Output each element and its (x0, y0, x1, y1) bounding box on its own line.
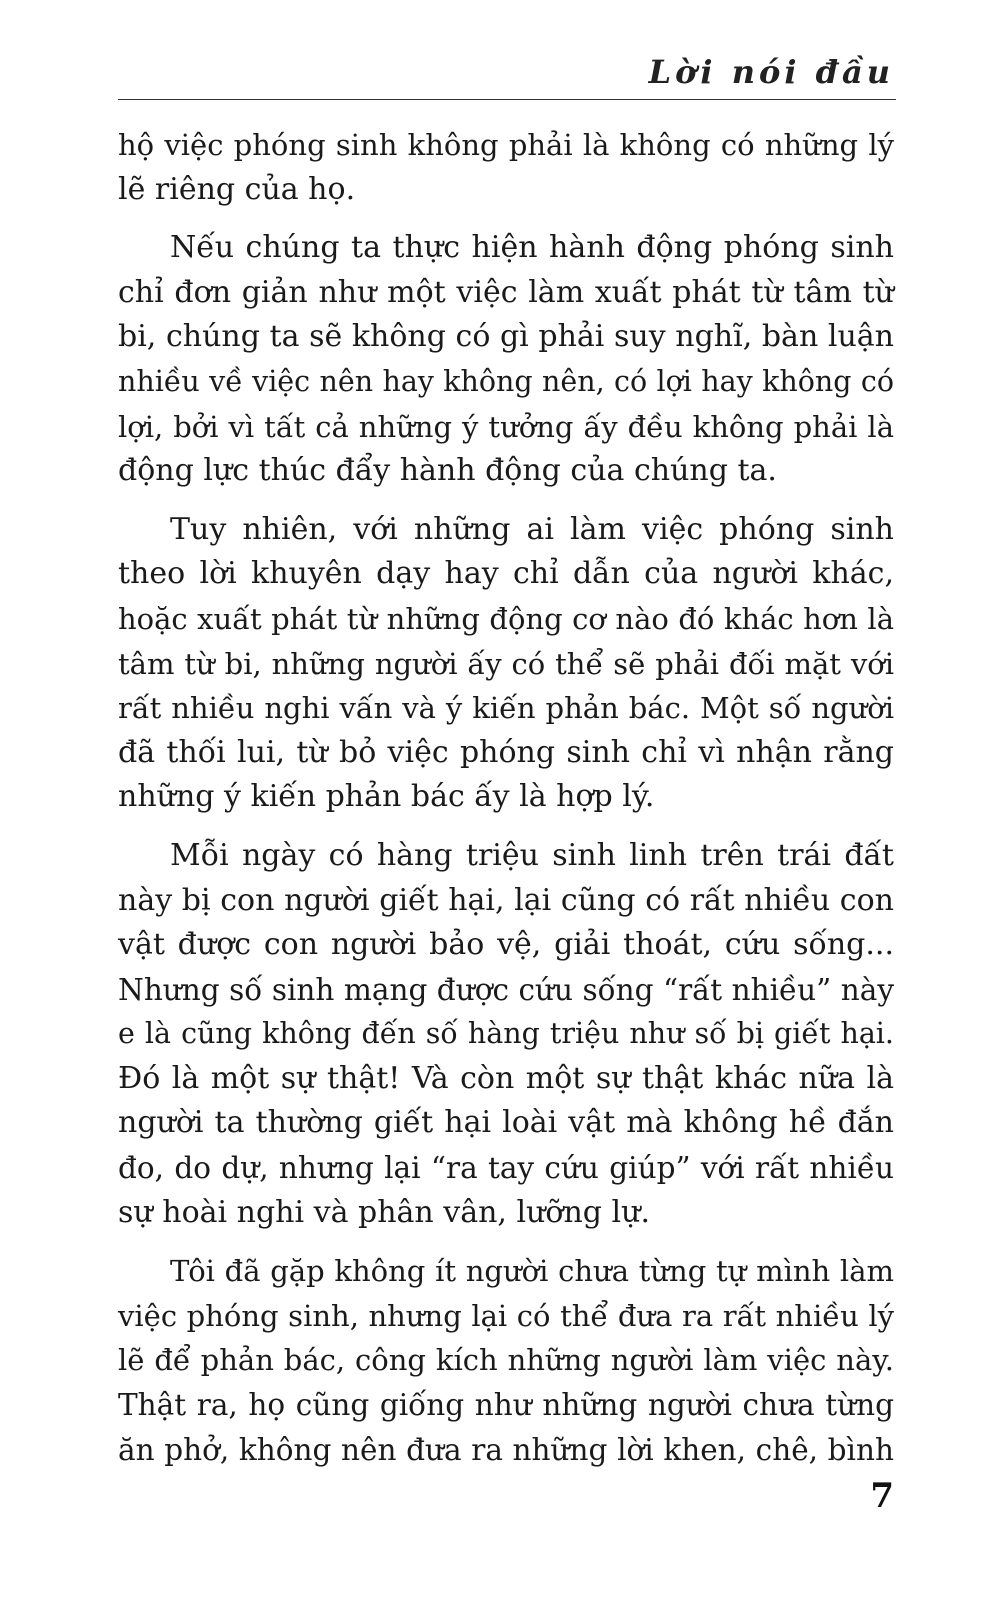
text-line: e là cũng không đến số hàng triệu như số bị giết hại. (118, 1017, 894, 1051)
text-line: Tuy nhiên, với những ai làm việc phóng sinh (170, 511, 894, 547)
text-line: sự hoài nghi và phân vân, lưỡng lự. (118, 1194, 650, 1230)
text-line: vật được con người bảo vệ, giải thoát, cứu sống... (118, 927, 894, 963)
text-line: những ý kiến phản bác ấy là hợp lý. (118, 779, 655, 815)
text-line: bi, chúng ta sẽ không có gì phải suy nghĩ, bàn luận (118, 319, 894, 355)
text-line: lẽ riêng của họ. (118, 171, 356, 207)
paragraph-2 (118, 226, 894, 494)
running-header: Lời nói đầu (648, 53, 894, 91)
paragraph-1 (118, 123, 894, 212)
text-line: chỉ đơn giản như một việc làm xuất phát từ tâm từ (118, 274, 894, 310)
page-number: 7 (870, 1476, 894, 1516)
text-line: đo, do dự, nhưng lại “ra tay cứu giúp” với rất nhiều (118, 1151, 894, 1186)
text-line: người ta thường giết hại loài vật mà không hề đắn (118, 1105, 894, 1141)
body-text (118, 123, 894, 1472)
text-line: theo lời khuyên dạy hay chỉ dẫn của người khác, (118, 556, 894, 592)
text-line: Nhưng số sinh mạng được cứu sống “rất nhiều” này (118, 972, 894, 1007)
text-line: này bị con người giết hại, lại cũng có rất nhiều con (118, 882, 894, 918)
text-line: Nếu chúng ta thực hiện hành động phóng sinh (170, 230, 894, 266)
text-line: đã thối lui, từ bỏ việc phóng sinh chỉ vì nhận rằng (118, 734, 894, 770)
text-line: ăn phở, không nên đưa ra những lời khen, chê, bình (118, 1432, 894, 1467)
text-line: Thật ra, họ cũng giống như những người chưa từng (118, 1388, 894, 1423)
text-line: động lực thúc đẩy hành động của chúng ta. (118, 453, 777, 489)
text-line: Mỗi ngày có hàng triệu sinh linh trên trái đất (170, 837, 894, 873)
text-line: tâm từ bi, những người ấy có thể sẽ phải đối mặt với (118, 646, 894, 681)
paragraph-5 (118, 1249, 894, 1472)
paragraph-3 (118, 508, 894, 820)
text-line: hoặc xuất phát từ những động cơ nào đó khác hơn là (118, 601, 894, 636)
text-line: lợi, bởi vì tất cả những ý tưởng ấy đều không phải là (118, 409, 894, 444)
text-line: việc phóng sinh, nhưng lại có thể đưa ra rất nhiều lý (118, 1298, 894, 1333)
text-line: hộ việc phóng sinh không phải là không có những lý (118, 128, 894, 162)
text-line: rất nhiều nghi vấn và ý kiến phản bác. Một số người (118, 691, 894, 726)
text-line: Tôi đã gặp không ít người chưa từng tự mình làm (170, 1254, 894, 1289)
header-rule (118, 99, 896, 100)
text-line: lẽ để phản bác, công kích những người làm việc này. (118, 1343, 894, 1378)
text-line: Đó là một sự thật! Và còn một sự thật khác nữa là (118, 1060, 894, 1096)
text-line: nhiều về việc nên hay không nên, có lợi hay không có (118, 364, 894, 398)
paragraph-4 (118, 834, 894, 1235)
